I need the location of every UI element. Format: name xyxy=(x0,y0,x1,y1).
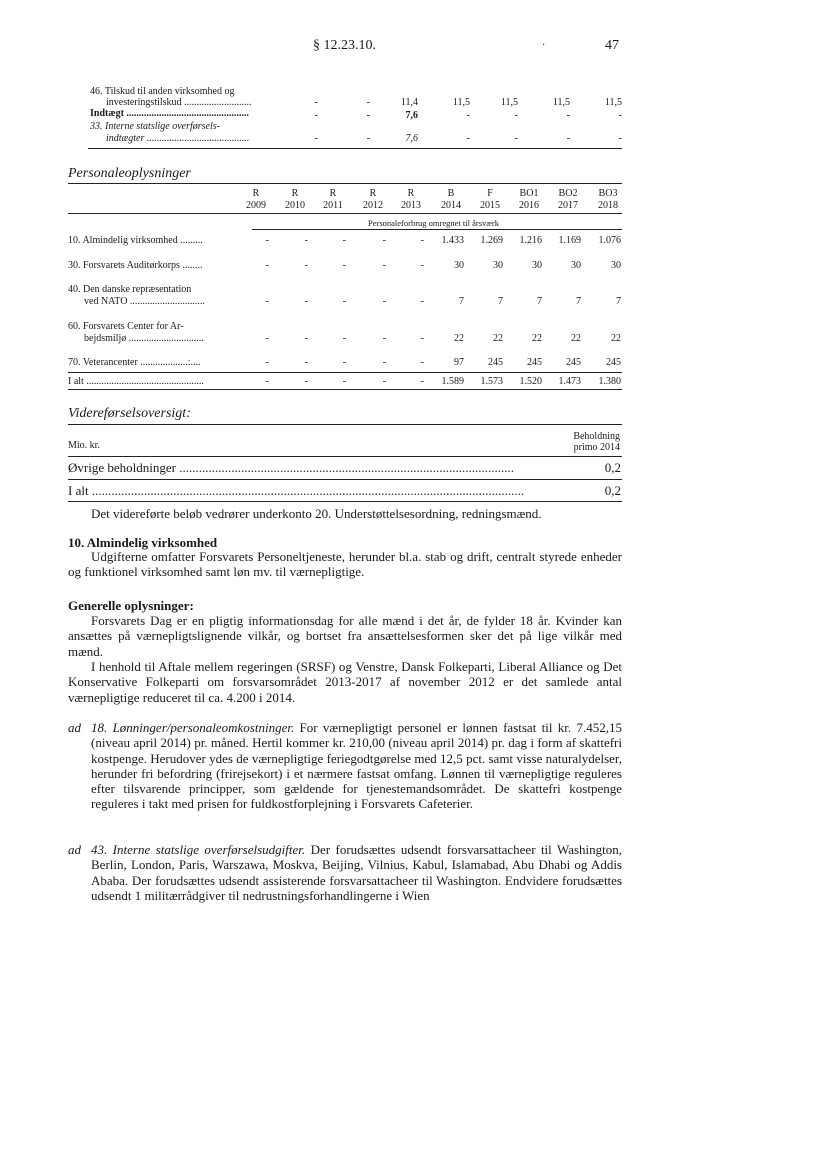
divider xyxy=(68,213,622,214)
top-table-cell: - xyxy=(466,110,470,121)
personale-cell: - xyxy=(265,296,269,307)
personale-row-label: 60. Forsvarets Center for Ar- xyxy=(68,321,184,332)
section10-text: Udgifterne omfatter Forsvarets Personeltjeneste, herunder bl.a. stab og drift, centralt styrede enheder og funktionel virksomhed samt løn mv. til værnepligtige. xyxy=(68,549,622,580)
personale-total-cell: - xyxy=(304,376,308,387)
column-year: 2016 xyxy=(519,200,539,211)
top-table-cell: 11,5 xyxy=(604,97,622,108)
personale-cell: 245 xyxy=(488,357,503,368)
personale-cell: - xyxy=(304,235,308,246)
top-table-cell: - xyxy=(314,133,318,144)
personale-total-label: I alt ............................................... xyxy=(68,376,204,387)
top-row-label: indtægter ......................................... xyxy=(106,133,250,144)
section-heading: 10. Almindelig virksomhed xyxy=(68,535,218,550)
top-table-cell: 11,5 xyxy=(552,97,570,108)
section-reference: § 12.23.10. xyxy=(313,38,376,53)
top-table-cell: - xyxy=(314,97,318,108)
personale-cell: - xyxy=(304,260,308,271)
ad43-title: 43. Interne statslige overførselsudgifter. xyxy=(91,842,306,857)
personale-cell: 7 xyxy=(616,296,621,307)
top-row-label: Indtægt ................................................. xyxy=(90,108,249,119)
top-table-cell: - xyxy=(366,110,370,121)
personale-cell: 30 xyxy=(571,260,581,271)
divider xyxy=(68,372,622,373)
ad43-text: Der forudsættes udsendt forsvarsattacheer til Washington, Berlin, London, Paris, Warszawa, Moskva, Beijing, Vilnius, Kabul, Islamabad, Abu Dhabi og Addis Ababa. Der forudsættes udsendt assisterende forsvarsattacheer til Washington. Endvidere forudsættes udsendt 1 militærrådgiver til nedrustningsforhandlingerne i Wien xyxy=(91,842,623,903)
column-type: F xyxy=(487,188,493,199)
personale-cell: - xyxy=(304,296,308,307)
page-number: 47 xyxy=(605,38,619,53)
videre-row-value: 0,2 xyxy=(604,460,621,475)
personale-cell: - xyxy=(382,235,386,246)
divider xyxy=(68,389,622,390)
section-title-personale: Personaleoplysninger xyxy=(68,166,191,181)
ad18-text: For værnepligtigt personel er lønnen fastsat til kr. 7.452,15 (niveau april 2014) pr. måned. Hertil kommer kr. 210,00 (niveau april 2014) pr. dag i form af skattefri kostpenge. Herudover ydes de værnepligtige feriegodtgørelse med 12,5 pct. samt visse naturalydelser, herunder fri befordring (frirejsekort) i et nærmere fastsat omfang. Lønnen til værnepligtige reguleres efter tilsvarende principper, som gældende for tjenestemandsområdet. De skattefri kostpenge reguleres i takt med prisen for fuldkostforplejning i Forsvarets Cafeterier. xyxy=(91,720,622,812)
divider xyxy=(68,424,622,425)
personale-subheader: Personaleforbrug omregnet til årsværk xyxy=(368,218,500,228)
top-table-cell: - xyxy=(566,133,570,144)
divider xyxy=(68,456,622,457)
personale-total-cell: 1.589 xyxy=(441,376,464,387)
personale-cell: - xyxy=(342,260,346,271)
column-year: 2013 xyxy=(401,200,421,211)
column-year: 2012 xyxy=(363,200,383,211)
personale-cell: - xyxy=(265,333,269,344)
personale-total-cell: 1.573 xyxy=(480,376,503,387)
top-table-cell: - xyxy=(514,110,518,121)
top-table-cell: - xyxy=(618,110,622,121)
videre-note: Det videreførte beløb vedrører underkonto 20. Understøttelsesordning, redningsmænd. xyxy=(91,506,542,521)
personale-cell: - xyxy=(382,333,386,344)
column-type: R xyxy=(407,188,415,199)
personale-cell: 22 xyxy=(532,333,542,344)
personale-cell: - xyxy=(342,357,346,368)
personale-cell: 22 xyxy=(611,333,621,344)
divider xyxy=(88,148,622,149)
top-row-label: investeringstilskud ........................... xyxy=(106,97,252,108)
column-type: BO2 xyxy=(558,188,578,199)
personale-cell: 30 xyxy=(493,260,503,271)
personale-cell: - xyxy=(304,333,308,344)
personale-cell: 22 xyxy=(493,333,503,344)
personale-cell: 1.433 xyxy=(441,235,464,246)
personale-cell: 30 xyxy=(454,260,464,271)
personale-cell: 97 xyxy=(454,357,464,368)
videre-total-value: 0,2 xyxy=(604,483,621,498)
top-table-cell: 11,4 xyxy=(400,97,418,108)
personale-total-cell: - xyxy=(382,376,386,387)
personale-row-label: 40. Den danske repræsentation xyxy=(68,284,192,295)
column-header: primo 2014 xyxy=(573,442,620,453)
divider xyxy=(68,183,622,184)
generelle-paragraph-1: Forsvarets Dag er en pligtig informationsdag for alle mænd i det år, de fylder 18 år. Kvinder kan ansættes på værnepligtslignende vilkår, og bortset fra ansættelsesformen sker det på lige vilkår med mænd. xyxy=(68,613,622,659)
column-year: 2018 xyxy=(598,200,618,211)
column-type: R xyxy=(291,188,299,199)
stray-mark: · xyxy=(542,40,546,51)
top-table-cell: - xyxy=(466,133,470,144)
personale-cell: 1.076 xyxy=(598,235,621,246)
top-table-cell: 11,5 xyxy=(500,97,518,108)
divider xyxy=(68,479,622,480)
personale-cell: 1.269 xyxy=(480,235,503,246)
ad-prefix: ad xyxy=(68,842,81,857)
personale-cell: - xyxy=(265,357,269,368)
column-year: 2009 xyxy=(246,200,266,211)
top-table-cell: - xyxy=(566,110,570,121)
personale-row-label: bejdsmiljø .............................. xyxy=(84,333,204,344)
personale-cell: - xyxy=(420,235,424,246)
personale-row-label: 70. Veterancenter ...................:.... xyxy=(68,357,201,368)
column-year: 2011 xyxy=(323,200,343,211)
personale-cell: - xyxy=(382,357,386,368)
divider xyxy=(68,501,622,502)
ad18-paragraph xyxy=(91,720,622,812)
top-row-label: 33. Interne statslige overførsels- xyxy=(90,121,220,132)
personale-cell: - xyxy=(342,333,346,344)
top-table-cell: - xyxy=(366,133,370,144)
section-title-videre: Videreførselsoversigt: xyxy=(68,406,191,421)
column-type: R xyxy=(369,188,377,199)
personale-cell: - xyxy=(265,235,269,246)
personale-cell: - xyxy=(342,235,346,246)
column-header: Beholdning xyxy=(573,431,620,442)
personale-row-label: 10. Almindelig virksomhed ......... xyxy=(68,235,203,246)
personale-cell: - xyxy=(382,296,386,307)
top-table-cell: 7,6 xyxy=(405,110,418,121)
personale-cell: 1.169 xyxy=(558,235,581,246)
column-year: 2010 xyxy=(285,200,305,211)
personale-cell: - xyxy=(420,333,424,344)
ad-prefix: ad xyxy=(68,720,81,735)
personale-cell: - xyxy=(420,357,424,368)
column-year: 2015 xyxy=(480,200,500,211)
personale-total-cell: 1.473 xyxy=(558,376,581,387)
ad18-title: 18. Lønninger/personaleomkostninger. xyxy=(91,720,295,735)
personale-cell: 22 xyxy=(454,333,464,344)
column-year: 2014 xyxy=(441,200,461,211)
generelle-paragraph-2: I henhold til Aftale mellem regeringen (SRSF) og Venstre, Dansk Folkeparti, Liberal Alliance og Det Konservative Folkeparti om forsvarsområdet 2013-2017 af november 2012 er det samlede antal værnepligtige reduceret til ca. 4.200 i 2014. xyxy=(68,659,622,705)
column-type: B xyxy=(447,188,455,199)
column-type: BO3 xyxy=(598,188,618,199)
personale-row-label: 30. Forsvarets Auditørkorps ........ xyxy=(68,260,203,271)
videre-total-label: I alt ..................................................................................................................................... xyxy=(68,483,525,498)
personale-cell: 7 xyxy=(498,296,503,307)
personale-cell: - xyxy=(342,296,346,307)
column-type: R xyxy=(252,188,260,199)
column-year: 2017 xyxy=(558,200,578,211)
personale-cell: 7 xyxy=(576,296,581,307)
unit-label: Mio. kr. xyxy=(68,440,100,451)
personale-cell: - xyxy=(304,357,308,368)
personale-row-label: ved NATO .............................. xyxy=(84,296,205,307)
personale-cell: 245 xyxy=(606,357,621,368)
personale-cell: - xyxy=(420,296,424,307)
personale-total-cell: 1.520 xyxy=(519,376,542,387)
personale-cell: - xyxy=(420,260,424,271)
top-table-cell: 11,5 xyxy=(452,97,470,108)
top-table-cell: - xyxy=(366,97,370,108)
personale-cell: 22 xyxy=(571,333,581,344)
personale-total-cell: - xyxy=(420,376,424,387)
personale-cell: 30 xyxy=(532,260,542,271)
videre-row-label: Øvrige beholdninger ....................................................................................................... xyxy=(68,460,514,475)
personale-cell: 245 xyxy=(527,357,542,368)
personale-cell: 7 xyxy=(459,296,464,307)
generelle-heading: Generelle oplysninger: xyxy=(68,598,194,613)
personale-total-cell: - xyxy=(342,376,346,387)
top-table-cell: - xyxy=(314,110,318,121)
personale-total-cell: 1.380 xyxy=(598,376,621,387)
ad43-paragraph xyxy=(91,842,622,903)
top-row-label: 46. Tilskud til anden virksomhed og xyxy=(90,86,235,97)
column-type: BO1 xyxy=(519,188,539,199)
divider xyxy=(252,229,622,230)
top-table-cell: - xyxy=(618,133,622,144)
personale-cell: - xyxy=(265,260,269,271)
personale-cell: - xyxy=(382,260,386,271)
personale-cell: 7 xyxy=(537,296,542,307)
column-type: R xyxy=(329,188,337,199)
personale-cell: 1.216 xyxy=(519,235,542,246)
top-table-cell: 7,6 xyxy=(405,133,418,144)
personale-cell: 30 xyxy=(611,260,621,271)
personale-total-cell: - xyxy=(265,376,269,387)
top-table-cell: - xyxy=(514,133,518,144)
personale-cell: 245 xyxy=(566,357,581,368)
